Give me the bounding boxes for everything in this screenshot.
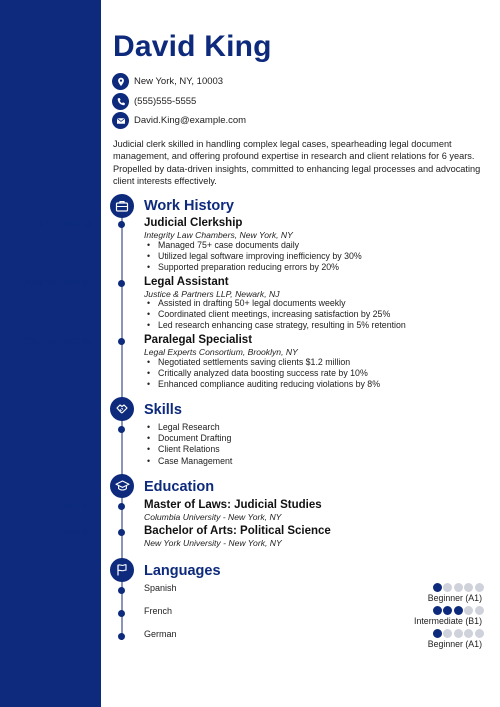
timeline-dot xyxy=(118,280,125,287)
sidebar-band xyxy=(0,0,101,707)
level-dot-empty xyxy=(454,583,463,592)
level-dot-empty xyxy=(443,629,452,638)
work-entry-3-dates: 2017-10 - 2019-09 xyxy=(24,337,92,346)
timeline-dot xyxy=(118,610,125,617)
level-dot-filled xyxy=(433,583,442,592)
bullet-item: • Managed 75+ case documents daily xyxy=(144,240,362,251)
level-dot-empty xyxy=(475,629,484,638)
education-entry-1-degree: Master of Laws: Judicial Studies xyxy=(144,499,322,511)
level-dot-empty xyxy=(443,583,452,592)
level-dot-empty xyxy=(475,583,484,592)
work-entry-3-title: Paralegal Specialist xyxy=(144,334,253,346)
timeline-dot xyxy=(118,503,125,510)
skill-item: • Case Management xyxy=(144,456,232,467)
bullet-item: • Negotiated settlements saving clients $1.2 million xyxy=(144,357,380,368)
language-name: Spanish xyxy=(144,583,177,593)
level-dot-empty xyxy=(464,583,473,592)
bullet-item: • Assisted in drafting 50+ legal documents weekly xyxy=(144,298,406,309)
education-entry-2-date: 2015-05 xyxy=(61,528,92,537)
level-dot-filled xyxy=(454,606,463,615)
handshake-icon xyxy=(110,397,134,421)
phone-icon xyxy=(112,93,129,110)
level-dot-filled xyxy=(433,629,442,638)
language-level-dots xyxy=(431,606,484,615)
section-title-languages: Languages xyxy=(144,563,221,579)
skill-item: • Legal Research xyxy=(144,422,232,433)
graduation-cap-icon xyxy=(110,474,134,498)
timeline-dot xyxy=(118,633,125,640)
education-entry-2-degree: Bachelor of Arts: Political Science xyxy=(144,525,331,537)
bullet-item: • Critically analyzed data boosting success rate by 10% xyxy=(144,368,380,379)
work-entry-2-dates: 2019-10 - 2023-09 xyxy=(24,279,92,288)
professional-summary: Judicial clerk skilled in handling complex legal cases, spearheading legal document management, and offering profound expertise in research and client relations for 6 years. Propelled by data-driven insights, committed to enhancing legal processes and advocating client interests effectively. xyxy=(113,139,481,186)
timeline-dot xyxy=(118,587,125,594)
contact-phone-text: (555)555-5555 xyxy=(134,96,197,107)
language-level-label: Intermediate (B1) xyxy=(414,616,482,626)
skills-list xyxy=(144,422,232,467)
bullet-item: • Utilized legal software improving inefficiency by 30% xyxy=(144,251,362,262)
skill-item: • Client Relations xyxy=(144,444,232,455)
contact-location-text: New York, NY, 10003 xyxy=(134,76,224,87)
email-icon xyxy=(112,112,129,129)
section-title-skills: Skills xyxy=(144,402,182,418)
location-pin-icon xyxy=(112,73,129,90)
language-level-label: Beginner (A1) xyxy=(427,639,482,649)
work-entry-1-bullets xyxy=(144,240,362,274)
education-entry-1-school: Columbia University - New York, NY xyxy=(144,512,282,522)
section-title-education: Education xyxy=(144,479,215,495)
work-entry-1-employer: Integrity Law Chambers, New York, NY xyxy=(144,230,293,240)
contact-location xyxy=(112,73,223,90)
bullet-item: • Supported preparation reducing errors by 20% xyxy=(144,262,362,273)
flag-icon xyxy=(110,558,134,582)
timeline-dot xyxy=(118,529,125,536)
work-entry-3-employer: Legal Experts Consortium, Brooklyn, NY xyxy=(144,347,298,357)
level-dot-empty xyxy=(464,606,473,615)
skill-item: • Document Drafting xyxy=(144,433,232,444)
education-entry-2-school: New York University - New York, NY xyxy=(144,538,282,548)
section-title-work-history: Work History xyxy=(144,198,234,214)
bullet-item: • Enhanced compliance auditing reducing violations by 8% xyxy=(144,379,380,390)
language-name: German xyxy=(144,629,177,639)
work-entry-2-employer: Justice & Partners LLP, Newark, NJ xyxy=(144,289,280,299)
timeline-dot xyxy=(118,221,125,228)
briefcase-icon xyxy=(110,194,134,218)
level-dot-empty xyxy=(464,629,473,638)
language-level-label: Beginner (A1) xyxy=(427,593,482,603)
work-entry-2-title: Legal Assistant xyxy=(144,276,229,288)
education-entry-1-date: 2017-07 xyxy=(61,502,92,511)
language-name: French xyxy=(144,606,173,616)
candidate-name: David King xyxy=(113,30,272,63)
language-level-dots xyxy=(431,583,484,592)
work-entry-1-title: Judicial Clerkship xyxy=(144,217,243,229)
level-dot-filled xyxy=(443,606,452,615)
timeline-dot xyxy=(118,338,125,345)
work-entry-1-dates: 2023-10 - 2025-10 xyxy=(24,220,92,229)
contact-email-text: David.King@example.com xyxy=(134,115,247,126)
contact-phone xyxy=(112,93,196,110)
work-entry-2-bullets xyxy=(144,298,406,332)
level-dot-filled xyxy=(433,606,442,615)
level-dot-empty xyxy=(454,629,463,638)
level-dot-empty xyxy=(475,606,484,615)
language-level-dots xyxy=(431,629,484,638)
work-entry-3-bullets xyxy=(144,357,380,391)
bullet-item: • Coordinated client meetings, increasing satisfaction by 25% xyxy=(144,309,406,320)
timeline-dot xyxy=(118,426,125,433)
contact-email[interactable] xyxy=(112,112,246,129)
bullet-item: • Led research enhancing case strategy, resulting in 5% retention xyxy=(144,320,406,331)
